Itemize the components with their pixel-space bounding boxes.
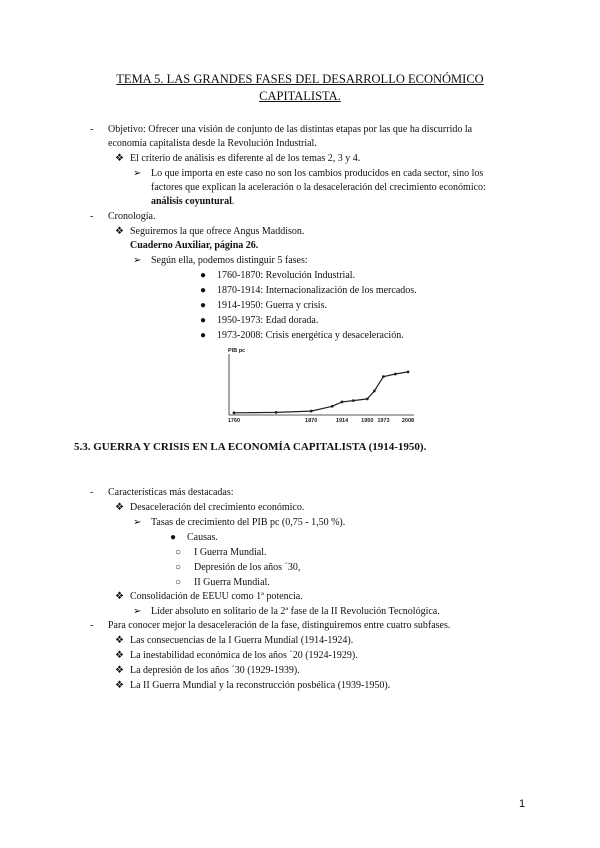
fase-item: 1914-1950: Guerra y crisis. — [217, 300, 327, 311]
diamond-bullet-icon: ❖ — [115, 226, 124, 237]
importa-line-3 — [151, 195, 234, 209]
tasas-text: Tasas de crecimiento del PIB pc (0,75 - 1,50 %). — [151, 517, 346, 528]
chart-x-tick-label: 1950 — [361, 418, 374, 424]
chart-data-point — [382, 375, 385, 378]
arrow-bullet-icon: ➢ — [133, 517, 142, 528]
chart-x-tick-label: 1870 — [305, 418, 318, 424]
subfase-item: La depresión de los años ´30 (1929-1939). — [130, 665, 300, 676]
circle-bullet-icon: ○ — [175, 562, 182, 573]
objetivo-line-2: economía capitalista desde la Revolución Industrial. — [108, 138, 317, 149]
chart-series-line — [234, 372, 408, 413]
caracteristicas-label: Características más destacadas: — [108, 487, 234, 498]
dot-bullet-icon: ● — [170, 532, 177, 543]
segun-text: Según ella, podemos distinguir 5 fases: — [151, 255, 308, 266]
subfase-item: Las consecuencias de la I Guerra Mundial (1914-1924). — [130, 635, 354, 646]
objetivo-line-1: Objetivo: Ofrecer una visión de conjunto de las distintas etapas por las que ha discurrido la — [108, 124, 473, 135]
circle-bullet-icon: ○ — [175, 577, 182, 588]
dot-bullet-icon: ● — [200, 270, 207, 281]
seguimos-text: Seguiremos la que ofrece Angus Maddison. — [130, 226, 305, 237]
causa-item: II Guerra Mundial. — [194, 577, 270, 588]
dot-bullet-icon: ● — [200, 315, 207, 326]
fase-item: 1760-1870: Revolución Industrial. — [217, 270, 356, 281]
desaceleracion-text: Desaceleración del crecimiento económico. — [130, 502, 305, 513]
causa-item: I Guerra Mundial. — [194, 547, 267, 558]
pib-pc-chart — [222, 342, 422, 424]
chart-data-point — [331, 405, 334, 408]
subfase-item: La II Guerra Mundial y la reconstrucción posbélica (1939-1950). — [130, 680, 391, 691]
dash-bullet: - — [90, 211, 94, 222]
diamond-bullet-icon: ❖ — [115, 650, 124, 661]
section-heading: 5.3. GUERRA Y CRISIS EN LA ECONOMÍA CAPITALISTA (1914-1950). — [74, 441, 427, 453]
cronologia-label: Cronología. — [108, 211, 156, 222]
lider-text: Líder absoluto en solitario de la 2ª fase de la II Revolución Tecnológica. — [151, 606, 440, 617]
chart-data-point — [310, 410, 313, 413]
arrow-bullet-icon: ➢ — [133, 606, 142, 617]
fase-item: 1973-2008: Crisis energética y desaceleración. — [217, 330, 404, 341]
chart-x-tick-label: 1914 — [335, 418, 349, 424]
diamond-bullet-icon: ❖ — [115, 591, 124, 602]
page-title-line-1: TEMA 5. LAS GRANDES FASES DEL DESARROLLO ECONÓMICO — [116, 72, 484, 86]
chart-x-tick-label: 1973 — [377, 418, 390, 424]
chart-data-point — [373, 390, 376, 393]
chart-data-point — [394, 373, 397, 376]
dash-bullet: - — [90, 124, 94, 135]
fase-item: 1870-1914: Internacionalización de los mercados. — [217, 285, 417, 296]
diamond-bullet-icon: ❖ — [115, 635, 124, 646]
para-conocer-text: Para conocer mejor la desaceleración de la fase, distinguiremos entre cuatro subfases. — [108, 620, 451, 631]
dot-bullet-icon: ● — [200, 300, 207, 311]
dash-bullet: - — [90, 620, 94, 631]
cuaderno-reference: Cuaderno Auxiliar, página 26. — [130, 240, 259, 251]
chart-data-point — [341, 401, 344, 404]
criterio-text: El criterio de análisis es diferente al de los temas 2, 3 y 4. — [130, 153, 361, 164]
dot-bullet-icon: ● — [200, 285, 207, 296]
diamond-bullet-icon: ❖ — [115, 665, 124, 676]
chart-data-point — [275, 411, 278, 414]
chart-data-point — [352, 399, 355, 402]
fase-item: 1950-1973: Edad dorada. — [217, 315, 319, 326]
dash-bullet: - — [90, 487, 94, 498]
chart-x-tick-label: 2008 — [401, 418, 415, 424]
circle-bullet-icon: ○ — [175, 547, 182, 558]
diamond-bullet-icon: ❖ — [115, 680, 124, 691]
importa-period: . — [231, 196, 235, 207]
diamond-bullet-icon: ❖ — [115, 502, 124, 513]
diamond-bullet-icon: ❖ — [115, 153, 124, 164]
chart-ylabel: PIB pc — [228, 348, 246, 354]
chart-data-point — [407, 370, 410, 373]
chart-x-tick-label: 1760 — [227, 418, 241, 424]
causa-item: Depresión de los años ´30, — [194, 562, 301, 573]
importa-line-1: Lo que importa en este caso no son los cambios producidos en cada sector, sino los — [151, 168, 484, 179]
subfase-item: La inestabilidad económica de los años ´20 (1924-1929). — [130, 650, 358, 661]
arrow-bullet-icon: ➢ — [133, 255, 142, 266]
page-title-line-2: CAPITALISTA. — [259, 89, 341, 103]
importa-line-2: factores que explican la aceleración o la desaceleración del crecimiento económico: — [151, 182, 486, 193]
causas-label: Causas. — [187, 532, 218, 543]
dot-bullet-icon: ● — [200, 330, 207, 341]
analisis-coyuntural-bold: análisis coyuntural — [151, 196, 232, 207]
page-number: 1 — [519, 798, 526, 810]
chart-data-point — [233, 411, 236, 414]
consolidacion-text: Consolidación de EEUU como 1ª potencia. — [130, 591, 303, 602]
chart-data-point — [366, 397, 369, 400]
arrow-bullet-icon: ➢ — [133, 168, 142, 179]
